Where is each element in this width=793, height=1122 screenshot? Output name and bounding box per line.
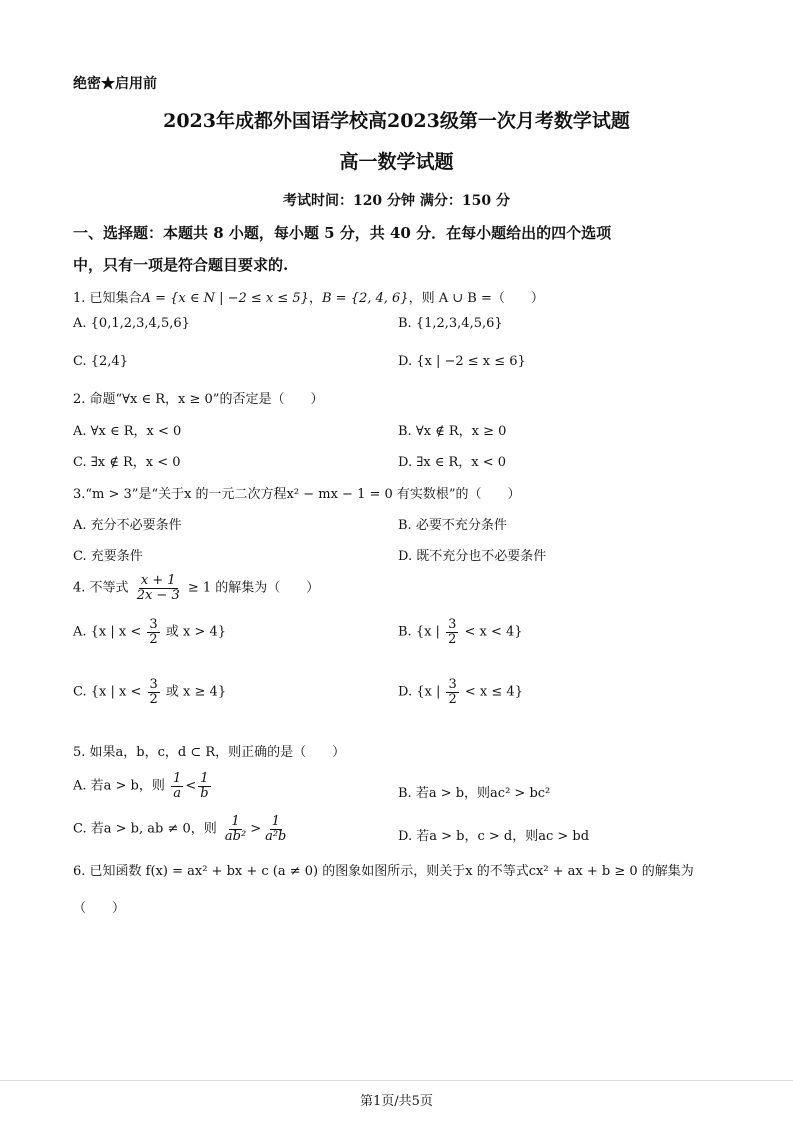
q5-option-d: D. 若a > b，c > d，则ac > bd	[398, 829, 590, 844]
q4-opt-b-frac	[446, 618, 458, 646]
footer-divider	[0, 1080, 793, 1081]
q4-opt-a-pre: A. {x | x <	[73, 624, 142, 640]
q4-frac-num: x + 1	[140, 573, 176, 588]
q4-opt-c-den: 2	[149, 691, 158, 707]
q1-option-a: A. {0,1,2,3,4,5,6}	[73, 316, 190, 331]
q1-ask: ，则 A ∪ B =（ ）	[408, 291, 544, 306]
q4-opt-b-num: 3	[448, 617, 457, 632]
section-heading-line2: 中，只有一项是符合题目要求的.	[73, 256, 289, 274]
exam-subtitle: 高一数学试题	[339, 151, 454, 173]
q1-option-b: B. {1,2,3,4,5,6}	[398, 316, 503, 331]
q5-opt-a-pre: A. 若a > b，则	[73, 778, 165, 794]
q1-option-c: C. {2,4}	[73, 354, 128, 369]
q4-option-d	[398, 678, 523, 706]
q5-opt-a-d2: b	[200, 785, 209, 801]
q4-opt-d-den: 2	[448, 691, 457, 707]
q5-opt-c-d1: ab²	[224, 828, 247, 844]
q1-sep: ，	[308, 291, 322, 306]
q4-stem-pre: 4. 不等式	[73, 580, 129, 596]
exam-title: 2023年成都外国语学校高2023级第一次月考数学试题	[163, 110, 630, 132]
q4-opt-b-den: 2	[448, 631, 457, 647]
q4-opt-c-num: 3	[149, 677, 158, 692]
q5-opt-a-d1: a	[173, 785, 182, 801]
q4-opt-d-post: < x ≤ 4}	[464, 684, 523, 700]
q4-stem-post: ≥ 1 的解集为（ ）	[187, 580, 320, 596]
q4-opt-a-frac	[147, 618, 159, 646]
q1-set-b: B = {2, 4, 6}	[321, 291, 409, 306]
q4-opt-c-pre: C. {x | x <	[73, 684, 142, 700]
q5-opt-a-frac1	[171, 772, 183, 800]
q5-opt-a-n2: 1	[200, 771, 209, 786]
section-heading-line1: 一、选择题：本题共 8 小题，每小题 5 分，共 40 分．在每小题给出的四个选项	[73, 224, 612, 242]
q4-frac-den: 2x − 3	[136, 587, 180, 603]
q4-opt-a-post: 或 x > 4}	[165, 624, 226, 640]
q5-option-b: B. 若a > b，则ac² > bc²	[398, 786, 551, 801]
q2-option-b: B. ∀x ∉ R，x ≥ 0	[398, 424, 507, 439]
q4-opt-d-num: 3	[448, 677, 457, 692]
q3-option-d: D. 既不充分也不必要条件	[398, 549, 547, 564]
q5-opt-c-n2: 1	[271, 814, 280, 829]
q5-option-c	[73, 815, 290, 843]
question-4-stem	[73, 574, 319, 602]
q5-option-a	[73, 772, 213, 800]
q5-opt-a-frac2	[198, 772, 210, 800]
q1-stem-pre: 1. 已知集合	[73, 291, 142, 306]
q4-opt-a-den: 2	[149, 631, 158, 647]
question-6-stem: 6. 已知函数 f(x) = ax² + bx + c (a ≠ 0) 的图象如图所示，则关于x 的不等式cx² + ax + b ≥ 0 的解集为	[73, 864, 694, 879]
q1-option-d: D. {x | −2 ≤ x ≤ 6}	[398, 354, 526, 369]
q4-option-b	[398, 618, 523, 646]
q5-opt-c-frac1	[223, 815, 248, 843]
q4-fraction	[135, 574, 182, 602]
q1-set-a: A = {x ∈ N | −2 ≤ x ≤ 5}	[141, 291, 309, 306]
exam-info: 考试时间：120 分钟 满分：150 分	[282, 193, 511, 209]
q5-opt-c-pre: C. 若a > b, ab ≠ 0，则	[73, 821, 217, 837]
q3-option-a: A. 充分不必要条件	[73, 518, 182, 533]
q4-opt-c-post: 或 x ≥ 4}	[165, 684, 227, 700]
q2-option-a: A. ∀x ∈ R，x < 0	[73, 424, 182, 439]
q3-option-b: B. 必要不充分条件	[398, 518, 507, 533]
question-3-stem: 3.“m > 3”是“关于x 的一元二次方程x² − mx − 1 = 0 有实数根”的（ ）	[73, 487, 521, 502]
page-number: 第1页/共5页	[360, 1094, 433, 1109]
question-2-stem: 2. 命题“∀x ∈ R，x ≥ 0”的否定是（ ）	[73, 392, 324, 407]
q4-opt-b-pre: B. {x |	[398, 624, 440, 640]
q4-option-c	[73, 678, 226, 706]
q3-option-c: C. 充要条件	[73, 549, 143, 564]
q4-opt-a-num: 3	[149, 617, 158, 632]
confidential-label: 绝密★启用前	[73, 76, 157, 92]
question-6-answer-paren: （ ）	[73, 901, 126, 916]
q5-opt-c-n1: 1	[231, 814, 240, 829]
q4-option-a	[73, 618, 226, 646]
q4-opt-c-frac	[148, 678, 160, 706]
q5-opt-a-mid: <	[185, 778, 197, 794]
q4-opt-d-pre: D. {x |	[398, 684, 441, 700]
q5-opt-c-mid: >	[250, 821, 262, 837]
q4-opt-d-frac	[446, 678, 458, 706]
q5-opt-c-d2: a²b	[265, 828, 287, 844]
q5-opt-c-frac2	[263, 815, 288, 843]
q2-option-c: C. ∃x ∉ R，x < 0	[73, 455, 181, 470]
question-5-stem: 5. 如果a，b，c，d ⊂ R，则正确的是（ ）	[73, 745, 346, 760]
question-1-stem	[73, 287, 544, 306]
q5-opt-a-n1: 1	[173, 771, 182, 786]
q2-option-d: D. ∃x ∈ R，x < 0	[398, 455, 507, 470]
q4-opt-b-post: < x < 4}	[464, 624, 523, 640]
